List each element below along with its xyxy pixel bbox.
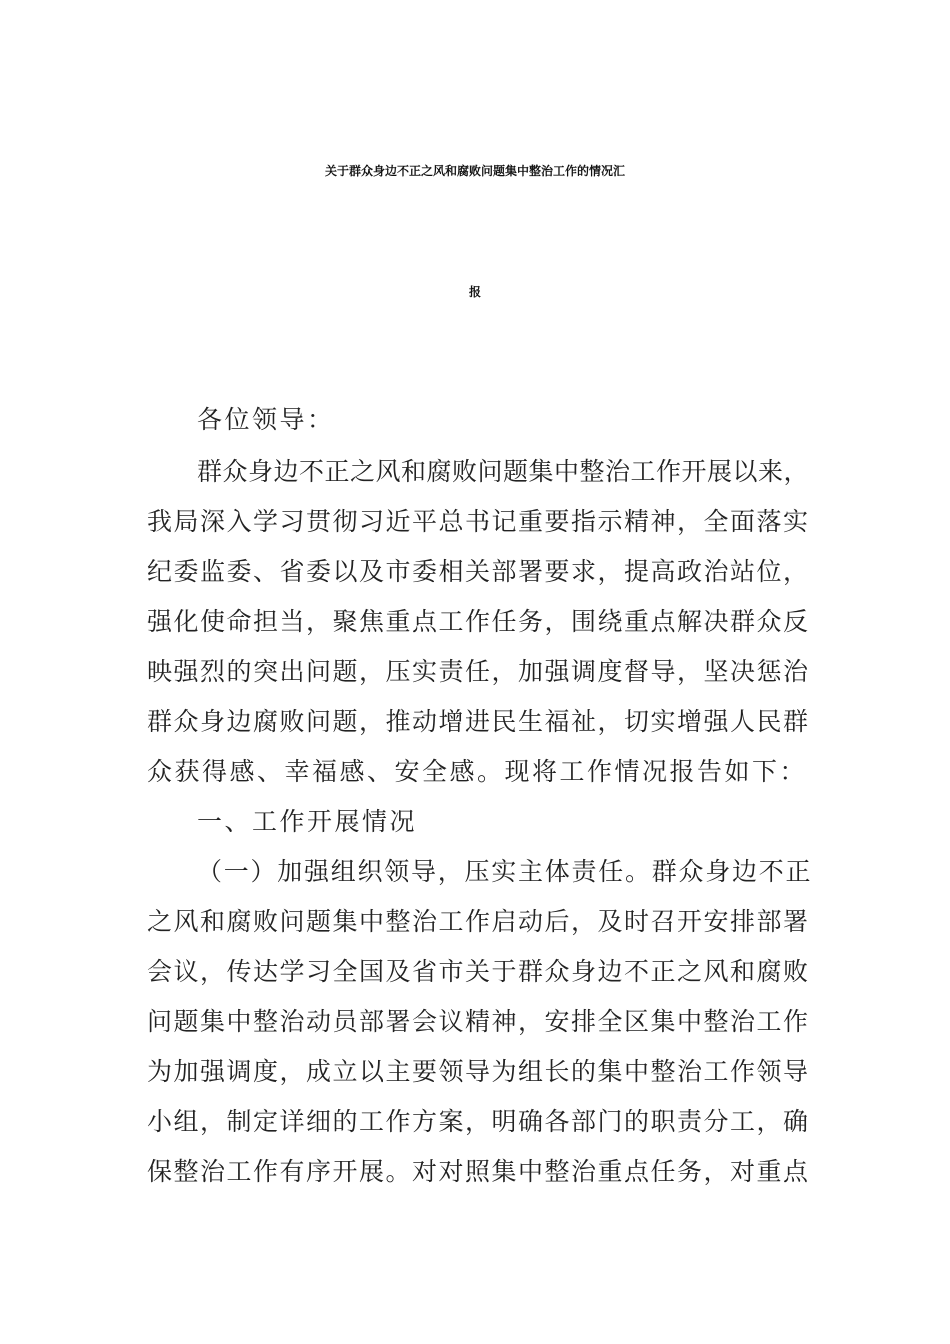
document-title-line-2: 报: [468, 285, 481, 299]
body-line: 群众身边不正之风和腐败问题集中整治工作开展以来，: [197, 457, 810, 486]
section-heading: 一、工作开展情况: [197, 807, 418, 836]
body-line: 映强烈的突出问题，压实责任，加强调度督导，坚决惩治: [147, 657, 810, 686]
body-line: 群众身边腐败问题，推动增进民生福祉，切实增强人民群: [147, 707, 810, 736]
body-line: 之风和腐败问题集中整治工作启动后，及时召开安排部署: [147, 907, 810, 936]
body-line: 会议，传达学习全国及省市关于群众身边不正之风和腐败: [147, 957, 810, 986]
body-line: 小组，制定详细的工作方案，明确各部门的职责分工，确: [147, 1107, 810, 1136]
body-line: 我局深入学习贯彻习近平总书记重要指示精神，全面落实: [147, 507, 810, 536]
body-line: 纪委监委、省委以及市委相关部署要求，提高政治站位，: [147, 557, 810, 586]
body-line: 众获得感、幸福感、安全感。现将工作情况报告如下：: [147, 757, 808, 786]
body-line: 问题集中整治动员部署会议精神，安排全区集中整治工作: [147, 1007, 810, 1036]
body-line: （一）加强组织领导，压实主体责任。群众身边不正: [197, 857, 813, 886]
body-line: 保整治工作有序开展。对对照集中整治重点任务，对重点: [147, 1157, 810, 1186]
body-line: 为加强调度，成立以主要领导为组长的集中整治工作领导: [147, 1057, 810, 1086]
body-line: 强化使命担当，聚焦重点工作任务，围绕重点解决群众反: [147, 607, 810, 636]
salutation: 各位领导：: [197, 405, 335, 434]
document-title-line-1: 关于群众身边不正之风和腐败问题集中整治工作的情况汇: [324, 164, 625, 178]
